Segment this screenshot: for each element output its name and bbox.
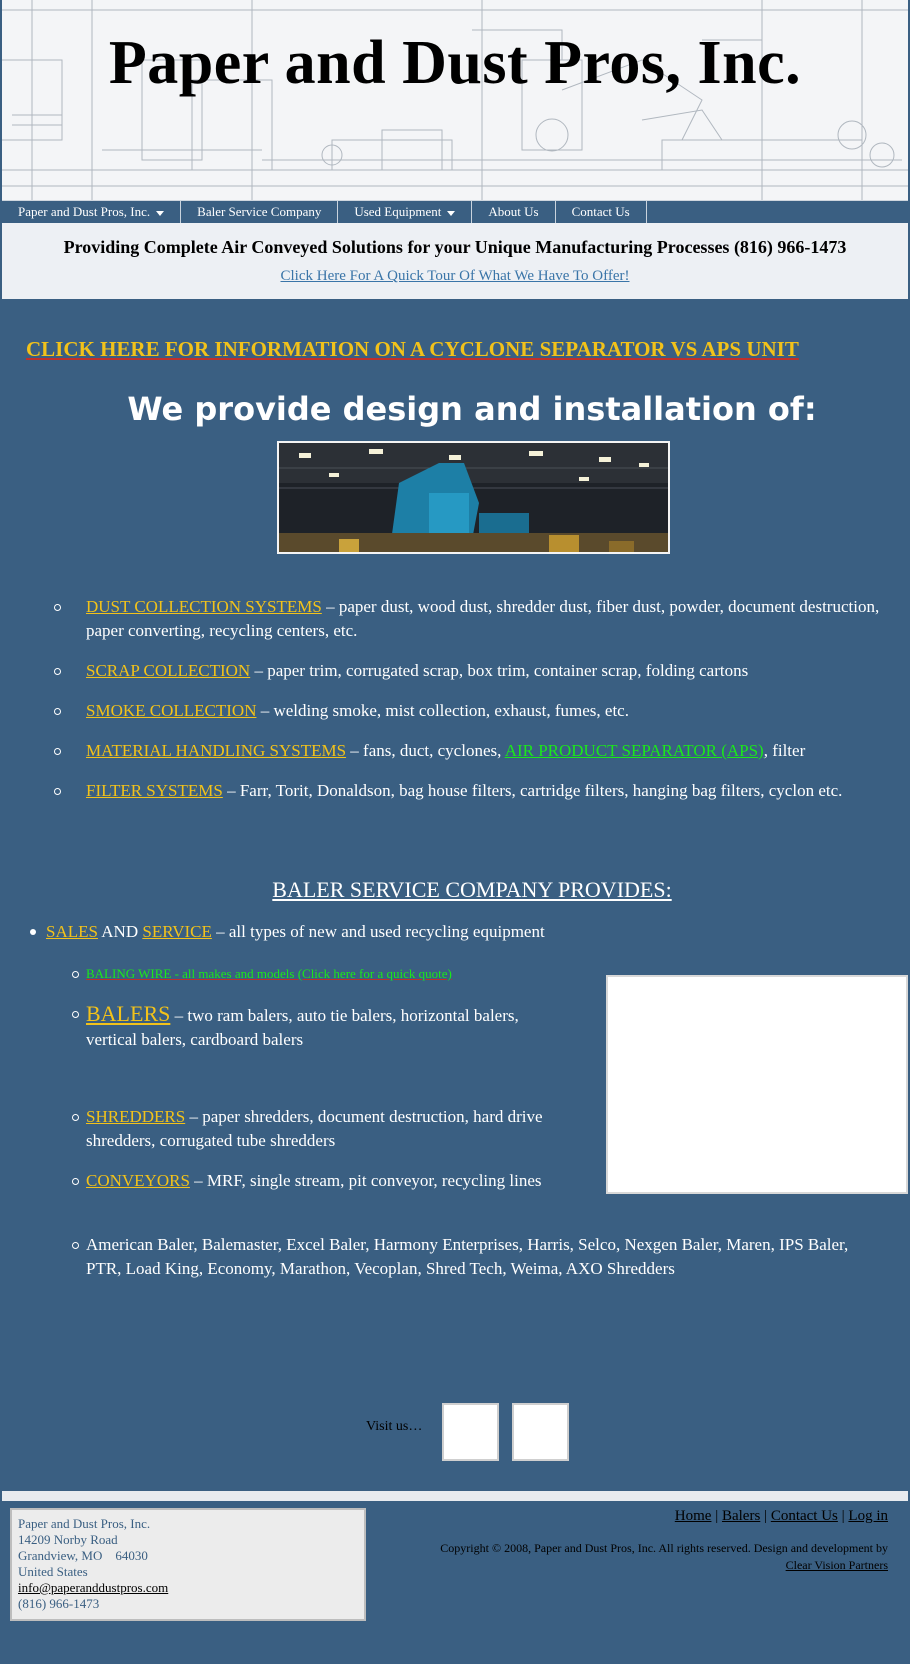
nav-item-paper-and-dust[interactable] bbox=[2, 201, 181, 223]
nav-item-label: About Us bbox=[488, 204, 539, 219]
copyright-text: Copyright © 2008, Paper and Dust Pros, Inc. All rights reserved. Design and development by bbox=[440, 1541, 888, 1555]
nav-item-about-us[interactable] bbox=[472, 201, 555, 223]
visit-us-label: Visit us… bbox=[366, 1419, 423, 1434]
list-item-text: – paper shredders, document destruction, hard drive shredders, corrugated tube shredders bbox=[86, 1107, 543, 1150]
smoke-collection-link[interactable]: SMOKE COLLECTION bbox=[86, 701, 257, 720]
list-item bbox=[86, 1233, 886, 1281]
nav-item-baler-service[interactable] bbox=[181, 201, 338, 223]
footer-separator: | bbox=[711, 1508, 722, 1524]
list-item bbox=[86, 962, 452, 986]
filter-systems-link[interactable]: FILTER SYSTEMS bbox=[86, 781, 223, 800]
design-services-list bbox=[68, 595, 910, 819]
address-phone: (816) 966-1473 bbox=[18, 1596, 100, 1611]
designer-link[interactable]: Clear Vision Partners bbox=[785, 1558, 888, 1572]
nav-item-used-equipment[interactable] bbox=[338, 201, 472, 223]
list-item-text: – paper trim, corrugated scrap, box trim, container scrap, folding cartons bbox=[250, 661, 749, 680]
scrap-collection-link[interactable]: SCRAP COLLECTION bbox=[86, 661, 251, 680]
list-item-text: , filter bbox=[763, 741, 806, 760]
list-item-text: – fans, duct, cyclones, bbox=[346, 741, 505, 760]
footer-separator: | bbox=[837, 1508, 849, 1524]
footer-balers-link[interactable]: Balers bbox=[721, 1508, 761, 1524]
list-item-text: – MRF, single stream, pit conveyor, recycling lines bbox=[189, 1171, 542, 1190]
sales-link[interactable]: SALES bbox=[46, 922, 98, 941]
provide-heading: We provide design and installation of: bbox=[127, 390, 817, 428]
list-item bbox=[68, 739, 910, 763]
footer-login-link[interactable]: Log in bbox=[848, 1508, 888, 1524]
footer-divider bbox=[2, 1491, 908, 1501]
balers-link[interactable]: BALERS bbox=[86, 1001, 171, 1026]
list-item-text: – paper dust, wood dust, shredder dust, fiber dust, powder, document destruction, paper converting, recycling centers, etc. bbox=[86, 597, 880, 640]
list-item bbox=[68, 659, 910, 683]
copyright bbox=[368, 1540, 888, 1574]
address-company: Paper and Dust Pros, Inc. bbox=[18, 1516, 151, 1531]
conveyors-link[interactable]: CONVEYORS bbox=[86, 1171, 190, 1190]
site-header bbox=[2, 0, 908, 201]
aps-link[interactable]: AIR PRODUCT SEPARATOR (APS) bbox=[504, 741, 764, 760]
footer-links bbox=[675, 1508, 888, 1525]
list-item bbox=[86, 1105, 566, 1153]
list-item bbox=[86, 1002, 566, 1052]
warehouse-photo bbox=[277, 441, 670, 554]
warehouse-photo-graphic bbox=[279, 443, 670, 554]
social-icon-2[interactable] bbox=[512, 1403, 569, 1461]
footer-contact-link[interactable]: Contact Us bbox=[770, 1508, 838, 1524]
footer-separator: | bbox=[760, 1508, 771, 1524]
list-item bbox=[86, 1169, 566, 1193]
cyclone-vs-aps-link[interactable]: CLICK HERE FOR INFORMATION ON A CYCLONE SEPARATOR VS APS UNIT bbox=[26, 337, 799, 361]
nav-item-label: Baler Service Company bbox=[197, 204, 322, 219]
list-item-text: – Farr, Torit, Donaldson, bag house filters, cartridge filters, hanging bag filters, cyclon etc. bbox=[222, 781, 843, 800]
material-handling-link[interactable]: MATERIAL HANDLING SYSTEMS bbox=[86, 741, 347, 760]
address-block bbox=[10, 1508, 366, 1621]
nav-item-label: Paper and Dust Pros, Inc. bbox=[18, 204, 151, 219]
address-country: United States bbox=[18, 1564, 88, 1579]
nav-item-contact-us[interactable] bbox=[556, 201, 647, 223]
quick-tour-link[interactable]: Click Here For A Quick Tour Of What We Have To Offer! bbox=[280, 268, 630, 284]
list-item-text: AND bbox=[97, 922, 143, 941]
page-frame bbox=[2, 0, 908, 1664]
baling-wire-link[interactable]: BALING WIRE - all makes and models (Click here for a quick quote) bbox=[86, 966, 452, 981]
social-icon-1[interactable] bbox=[442, 1403, 499, 1461]
shredders-link[interactable]: SHREDDERS bbox=[86, 1107, 186, 1126]
service-link[interactable]: SERVICE bbox=[142, 922, 212, 941]
site-title: Paper and Dust Pros, Inc. bbox=[108, 29, 802, 97]
video-embed[interactable] bbox=[606, 975, 908, 1194]
list-item bbox=[68, 595, 910, 643]
chevron-down-icon bbox=[447, 211, 455, 216]
list-item-text: – two ram balers, auto tie balers, horizontal balers, vertical balers, cardboard balers bbox=[86, 1006, 519, 1049]
address-city: Grandview, MO 64030 bbox=[18, 1548, 148, 1563]
nav-item-label: Contact Us bbox=[571, 204, 630, 219]
nav-item-label: Used Equipment bbox=[354, 204, 442, 219]
list-item bbox=[68, 699, 910, 723]
brands-text: American Baler, Balemaster, Excel Baler, Harmony Enterprises, Harris, Selco, Nexgen Baler, Maren, IPS Baler, PTR, Load King, Economy, Marathon, Vecoplan, Shred Tech, Weima, AXO Shredders bbox=[86, 1235, 849, 1278]
chevron-down-icon bbox=[156, 211, 164, 216]
list-item bbox=[68, 779, 910, 803]
address-street: 14209 Norby Road bbox=[18, 1532, 118, 1547]
list-item-text: – welding smoke, mist collection, exhaust, fumes, etc. bbox=[256, 701, 629, 720]
list-item bbox=[46, 920, 545, 944]
footer-home-link[interactable]: Home bbox=[674, 1508, 712, 1524]
list-item-text: – all types of new and used recycling equipment bbox=[211, 922, 545, 941]
email-link[interactable]: info@paperanddustpros.com bbox=[18, 1580, 169, 1595]
main-nav bbox=[2, 201, 908, 223]
dust-collection-link[interactable]: DUST COLLECTION SYSTEMS bbox=[86, 597, 322, 616]
baler-heading: BALER SERVICE COMPANY PROVIDES: bbox=[272, 877, 672, 902]
tagline-text: Providing Complete Air Conveyed Solutions for your Unique Manufacturing Processes (816) 966-1473 bbox=[63, 237, 847, 257]
tagline-bar bbox=[2, 223, 908, 299]
